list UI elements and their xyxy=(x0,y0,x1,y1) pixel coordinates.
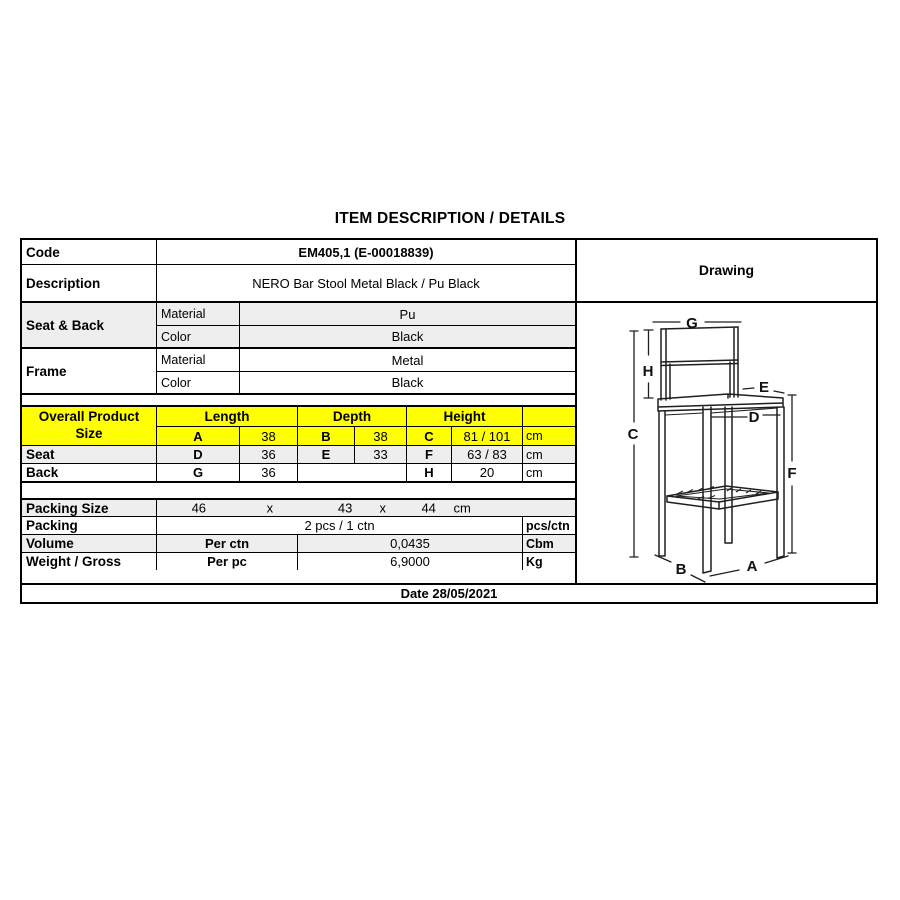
volume-unit: Cbm xyxy=(522,535,575,552)
weight-value: 6,9000 xyxy=(297,553,522,570)
seatback-material-value: Pu xyxy=(239,303,575,325)
spacer xyxy=(22,393,575,405)
frame-material-value: Metal xyxy=(239,349,575,371)
overall-unit: cm xyxy=(522,427,575,445)
seatback-color-label: Color xyxy=(156,325,239,347)
seat-unit: cm xyxy=(522,445,575,463)
volume-row xyxy=(22,534,575,552)
packing-size-v3: 44 xyxy=(421,500,436,516)
dim-label-d: D xyxy=(748,408,760,426)
back-row-label: Back xyxy=(22,463,156,481)
frame-group xyxy=(22,347,575,393)
seatback-group-label: Seat & Back xyxy=(26,317,105,333)
seat-depth-value: 33 xyxy=(354,445,406,463)
back-unit: cm xyxy=(522,463,575,481)
packing-unit: pcs/ctn xyxy=(522,517,575,534)
description-label: Description xyxy=(26,275,101,291)
dim-label-f: F xyxy=(787,464,797,482)
back-height-value: 20 xyxy=(451,463,522,481)
seatback-material-label: Material xyxy=(156,303,239,325)
dim-label-c: C xyxy=(627,425,639,443)
page-title: ITEM DESCRIPTION / DETAILS xyxy=(334,210,566,227)
packing-size-label: Packing Size xyxy=(26,500,109,516)
dim-label-g: G xyxy=(686,314,698,332)
table-body xyxy=(22,240,876,583)
seat-height-value: 63 / 83 xyxy=(451,445,522,463)
frame-color-label: Color xyxy=(156,371,239,393)
seat-length-value: 36 xyxy=(239,445,297,463)
description-value: NERO Bar Stool Metal Black / Pu Black xyxy=(156,265,575,301)
overall-height-value: 81 / 101 xyxy=(451,427,522,445)
packing-value: 2 pcs / 1 ctn xyxy=(156,517,522,534)
seat-depth-key: E xyxy=(297,445,354,463)
frame-material-label: Material xyxy=(156,349,239,371)
volume-value: 0,0435 xyxy=(297,535,522,552)
dim-label-a: A xyxy=(746,557,758,575)
overall-length-value: 38 xyxy=(239,427,297,445)
back-height-key: H xyxy=(406,463,451,481)
weight-unit: Kg xyxy=(522,553,575,570)
dim-label-b: B xyxy=(675,560,687,578)
overall-length-key: A xyxy=(156,427,239,445)
packing-size-x1: x xyxy=(266,500,274,516)
seat-height-key: F xyxy=(406,445,451,463)
depth-header: Depth xyxy=(297,407,406,427)
frame-group-label: Frame xyxy=(26,363,67,379)
packing-size-value xyxy=(156,500,575,516)
spec-table xyxy=(20,238,878,604)
date-row: Date 28/05/2021 xyxy=(22,583,876,602)
back-length-key: G xyxy=(156,463,239,481)
packing-size-row xyxy=(22,498,575,516)
back-depth-empty xyxy=(297,463,406,481)
packing-label: Packing xyxy=(26,518,78,533)
seat-length-key: D xyxy=(156,445,239,463)
overall-depth-key: B xyxy=(297,427,354,445)
code-label: Code xyxy=(26,244,60,260)
drawing-column xyxy=(577,240,876,583)
overall-height-key: C xyxy=(406,427,451,445)
description-row xyxy=(22,264,575,301)
drawing-area xyxy=(577,303,876,583)
packing-size-unit: cm xyxy=(453,500,471,516)
length-header: Length xyxy=(156,407,297,427)
seatback-color-value: Black xyxy=(239,325,575,347)
frame-color-value: Black xyxy=(239,371,575,393)
barstool-technical-drawing xyxy=(577,303,876,583)
weight-label: Weight / Gross xyxy=(26,554,122,569)
dim-label-h: H xyxy=(642,362,654,380)
overall-depth-value: 38 xyxy=(354,427,406,445)
unit-header-cell xyxy=(522,407,575,427)
dim-label-e: E xyxy=(758,378,770,396)
weight-basis: Per pc xyxy=(156,553,297,570)
size-table xyxy=(22,405,575,481)
volume-basis: Per ctn xyxy=(156,535,297,552)
size-title-line2: Size xyxy=(75,426,103,441)
drawing-header: Drawing xyxy=(577,240,876,303)
size-table-title xyxy=(22,407,156,445)
seatback-group xyxy=(22,301,575,347)
packing-row xyxy=(22,516,575,534)
packing-size-v1: 46 xyxy=(191,500,207,516)
back-length-value: 36 xyxy=(239,463,297,481)
weight-row xyxy=(22,552,575,570)
code-value: EM405,1 (E-00018839) xyxy=(156,240,575,264)
volume-label: Volume xyxy=(26,536,74,551)
spacer xyxy=(22,481,575,498)
code-row xyxy=(22,240,575,264)
packing-size-x2: x xyxy=(379,500,386,516)
height-header: Height xyxy=(406,407,522,427)
seat-row-label: Seat xyxy=(22,445,156,463)
size-title-line1: Overall Product xyxy=(38,409,140,425)
packing-size-v2: 43 xyxy=(337,500,353,516)
spec-left-column xyxy=(22,240,577,583)
